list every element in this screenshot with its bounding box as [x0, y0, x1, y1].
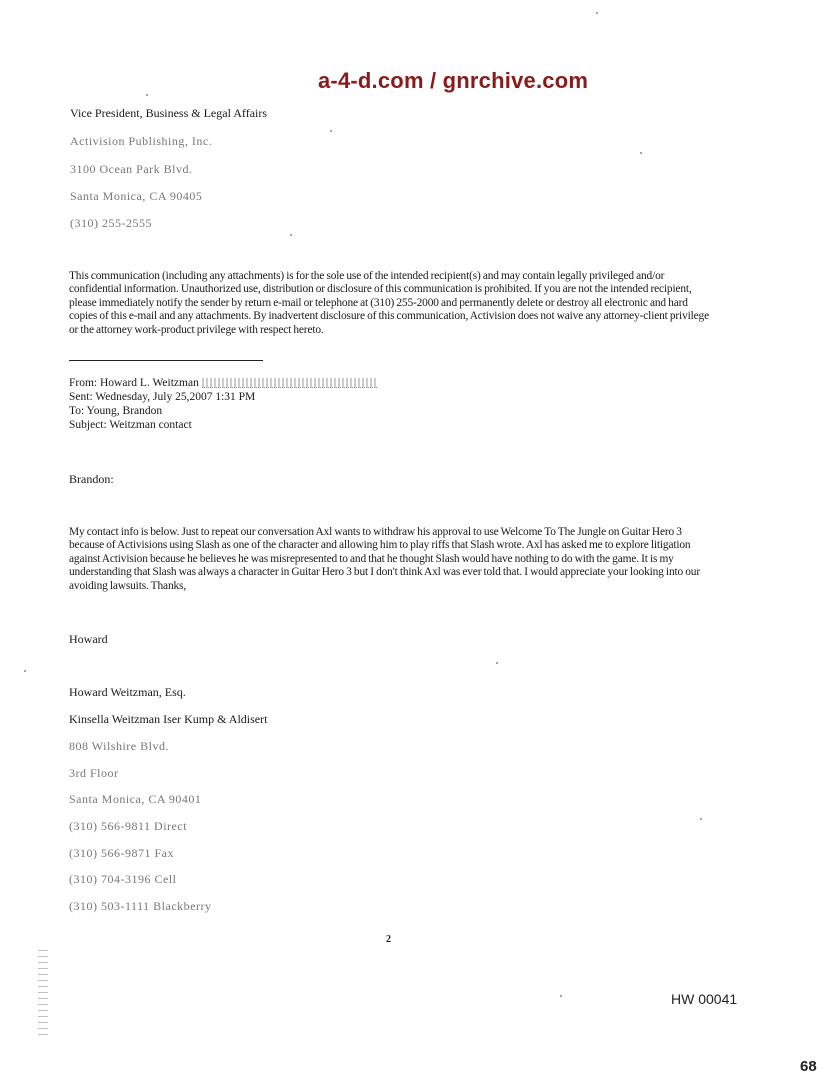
- email-body: My contact info is below. Just to repeat our conversation Axl wants to withdraw his approval to use Welcome To The Jungle on Guitar Hero 3 because of Activisions using Slash as one of the character and allowing him to play riffs that Slash wrote. Axl has asked me to explore litigation against Activision because he believes he was misrepresented to and that he thought Slash would have nothing to do with the game. It is my understanding that Slash was always a character in Guitar Hero 3 but I don't think Axl was ever told that. I would appreciate your looking into our avoiding lawsuits. Thanks,: [69, 526, 700, 592]
- sent-value: Wednesday, July 25,2007 1:31 PM: [95, 391, 256, 403]
- signature-name: Howard Weitzman, Esq.: [69, 685, 186, 699]
- scan-speck: [24, 670, 26, 672]
- signature-address-line2: 3rd Floor: [69, 766, 119, 780]
- email-from-row: [69, 377, 377, 391]
- signature-firm: Kinsella Weitzman Iser Kump & Aldisert: [69, 712, 268, 726]
- signature-phone-fax: (310) 566-9871 Fax: [69, 846, 174, 860]
- sender-phone: (310) 255-2555: [70, 216, 152, 230]
- subject-label: Subject:: [69, 419, 107, 431]
- signature-phone-blackberry: (310) 503-1111 Blackberry: [69, 899, 212, 913]
- scan-speck: [560, 995, 562, 997]
- scan-speck: [330, 130, 332, 132]
- signature-address-line3: Santa Monica, CA 90401: [69, 792, 202, 806]
- email-closing: Howard: [69, 632, 108, 646]
- email-subject-row: [69, 419, 192, 433]
- sender-title: Vice President, Business & Legal Affairs: [70, 106, 268, 120]
- left-margin-scan-artifact: [38, 950, 48, 1040]
- scan-speck: [700, 818, 702, 820]
- scan-speck: [290, 234, 292, 236]
- bates-number: HW 00041: [671, 991, 738, 1007]
- email-to-row: [69, 405, 162, 419]
- from-email-redacted: [202, 378, 377, 388]
- subject-value: Weitzman contact: [109, 419, 192, 431]
- scan-speck: [496, 662, 498, 664]
- sender-address-line1: 3100 Ocean Park Blvd.: [70, 162, 193, 176]
- signature-address-line1: 808 Wilshire Blvd.: [69, 739, 169, 753]
- to-label: To:: [69, 405, 85, 417]
- confidentiality-disclaimer: This communication (including any attachments) is for the sole use of the intended recipient(s) and may contain legally privileged and/or confidential information. Unauthorized use, distribution or disclosure of this communication is prohibited. If you are not the intended recipient, please immediately notify the sender by return e-mail or telephone at (310) 255-2000 and permanently delete or destroy all electronic and hard copies of this e-mail and any attachments. By inadvertent disclosure of this communication, Activision does not waive any attorney-client privilege or the attorney work-product privilege with respect hereto.: [69, 270, 710, 336]
- signature-phone-direct: (310) 566-9811 Direct: [69, 819, 188, 833]
- scan-speck: [596, 12, 598, 14]
- from-label: From:: [69, 377, 98, 389]
- sent-label: Sent:: [69, 391, 93, 403]
- signature-phone-cell: (310) 704-3196 Cell: [69, 872, 177, 886]
- to-value: Young, Brandon: [86, 405, 163, 417]
- header-separator-rule: [69, 360, 263, 361]
- email-sent-row: [69, 391, 255, 405]
- sender-company: Activision Publishing, Inc.: [70, 134, 213, 148]
- scan-speck: [640, 152, 642, 154]
- scan-speck: [146, 94, 148, 96]
- page-marker: 2: [386, 934, 391, 945]
- email-salutation: Brandon:: [69, 472, 114, 486]
- page-number: 68: [800, 1058, 817, 1075]
- sender-address-line2: Santa Monica, CA 90405: [70, 189, 203, 203]
- watermark-text: a-4-d.com / gnrchive.com: [318, 68, 589, 93]
- from-name: Howard L. Weitzman: [100, 377, 199, 389]
